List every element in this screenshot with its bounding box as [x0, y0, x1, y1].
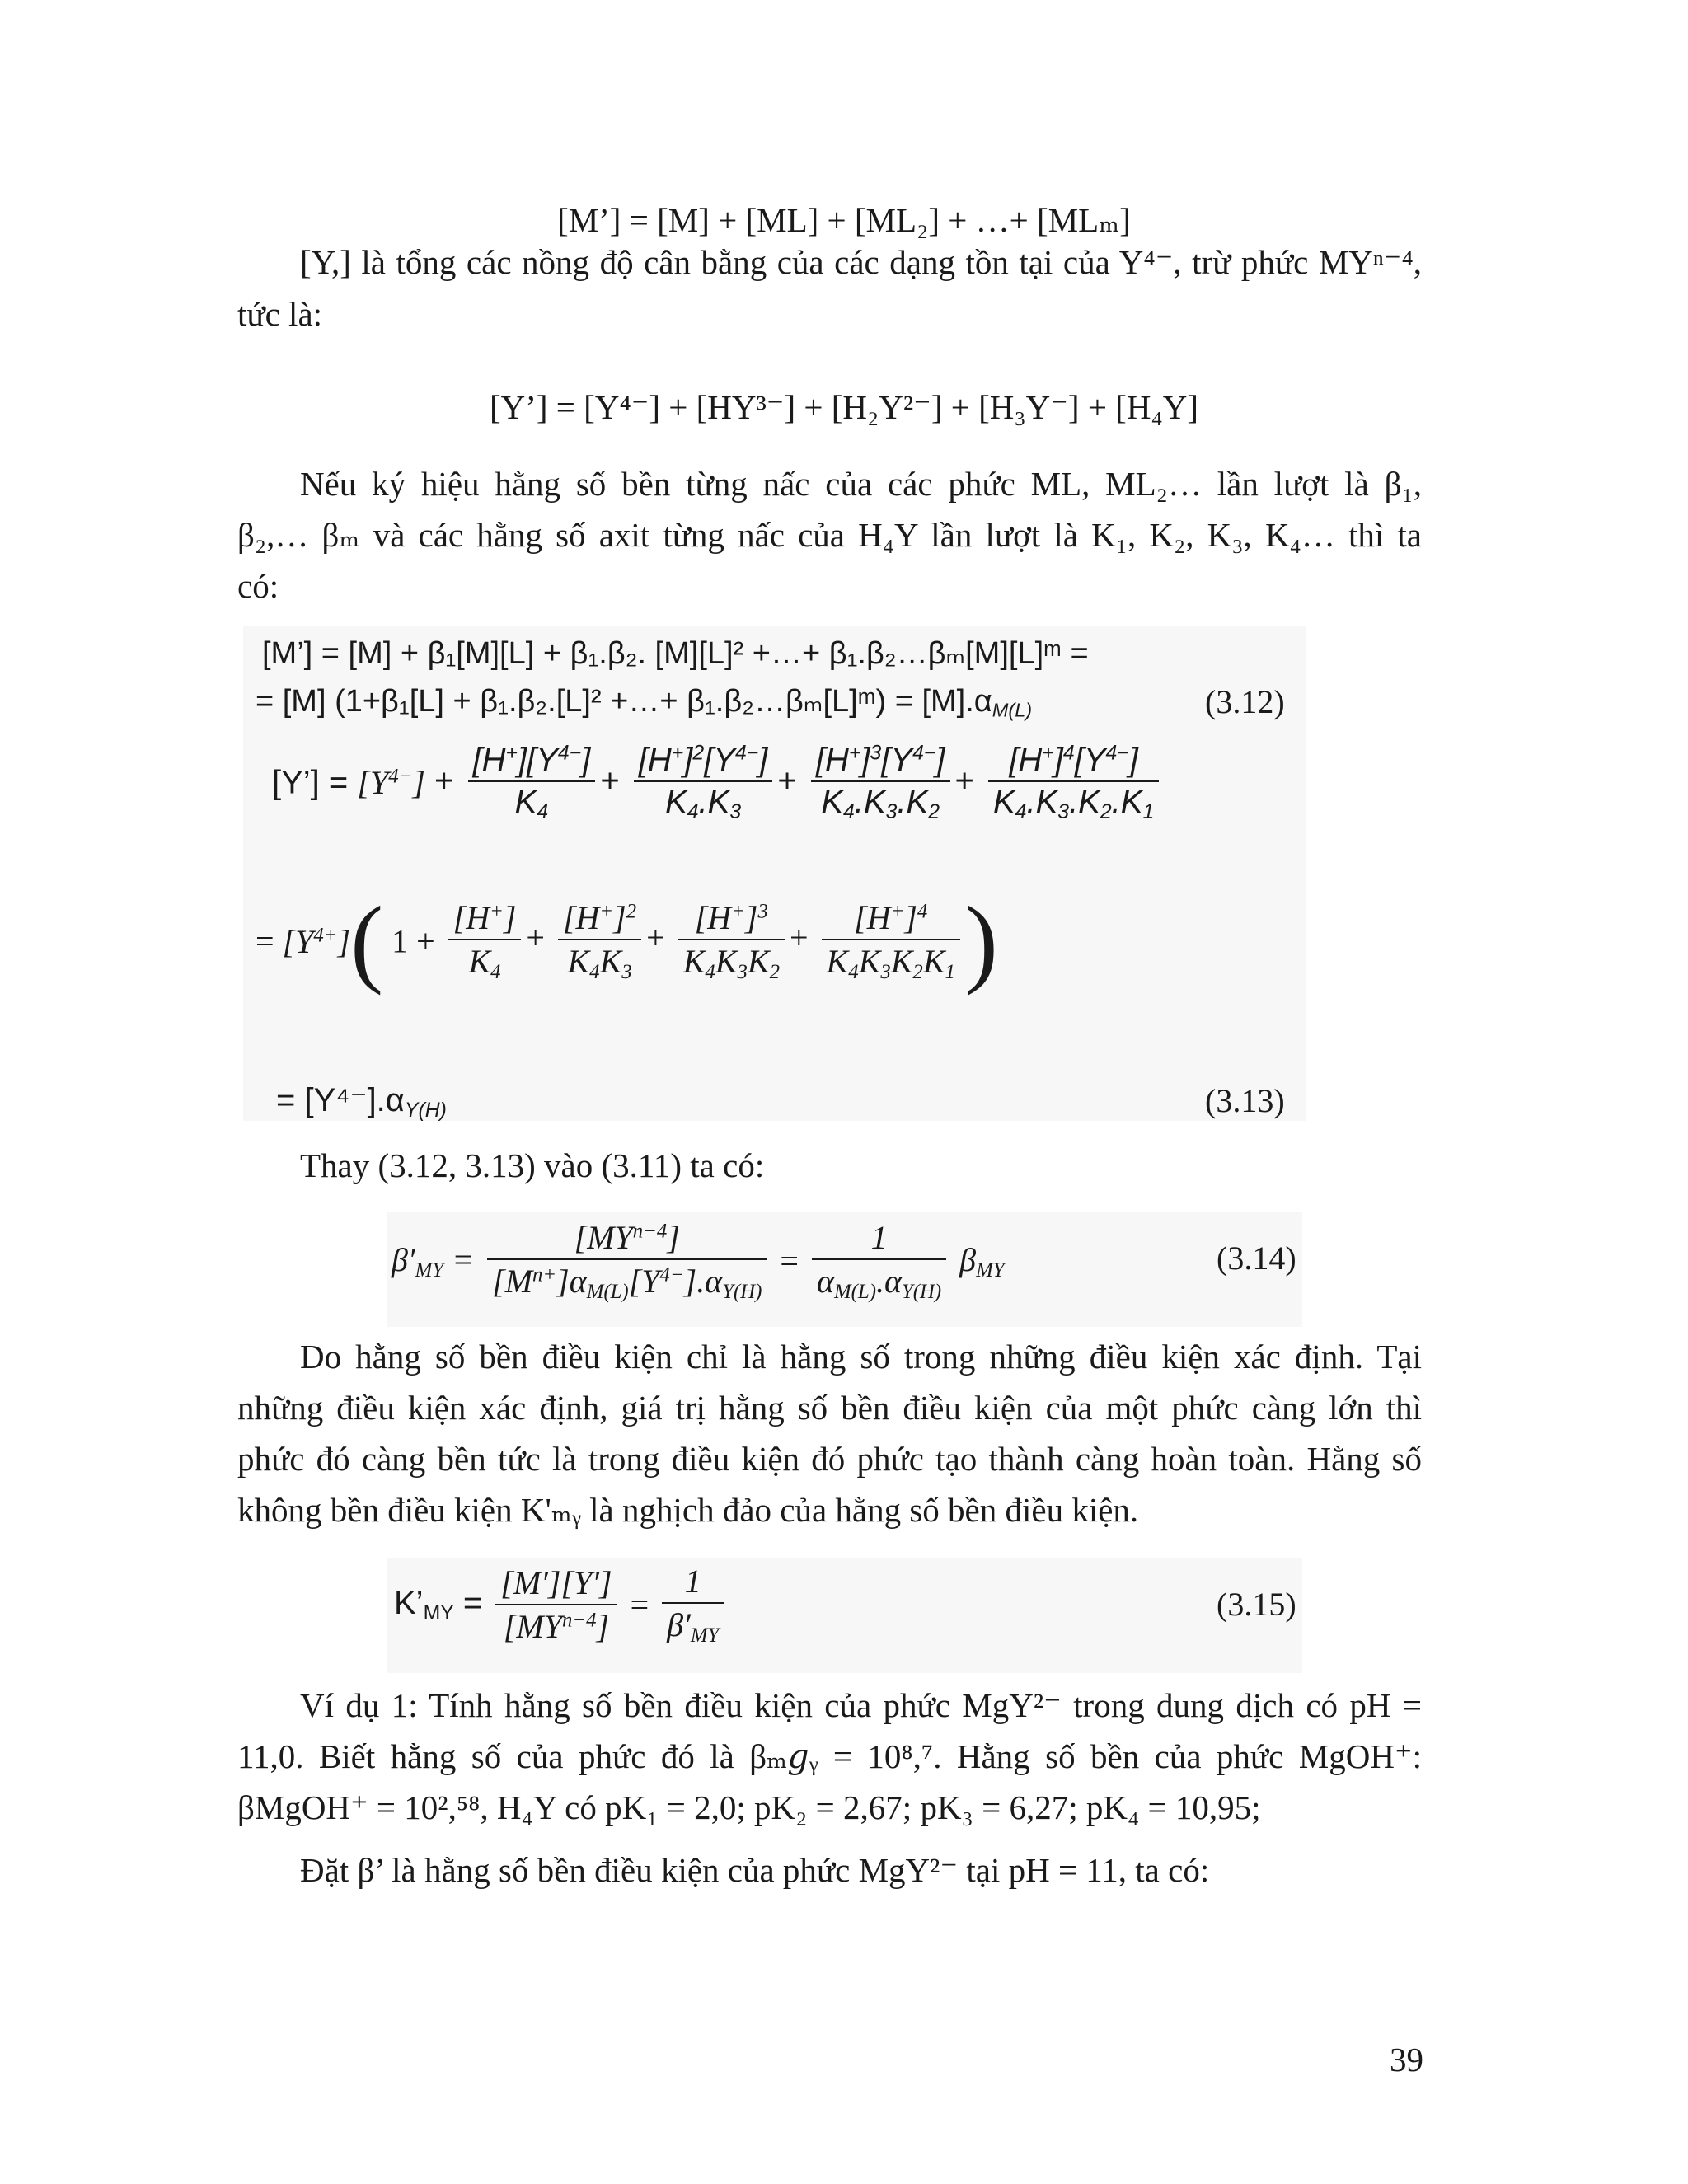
- equation-3-13-line-3: = $[Y^{4-}].\alpha_{Y(H)}$: [276, 1082, 447, 1122]
- paragraph-4-line-3: phức đó càng bền tức là trong điều kiện đó phức tạo thành càng hoàn toàn. Hằng số: [237, 1440, 1422, 1478]
- equation-3-15: $K’_{MY}$ = $\frac{[M'][Y']}{[MY^{n-4}]}$ = $\frac{1}{\beta'_{MY}}$: [394, 1562, 729, 1647]
- paragraph-4-line-1: Do hằng số bền điều kiện chỉ là hằng số trong những điều kiện xác định. Tại: [300, 1338, 1422, 1376]
- paragraph-2-line-2: β₂,… βₘ và các hằng số axit từng nấc của H₄Y lần lượt là K₁, K₂, K₃, K₄… thì ta: [237, 516, 1422, 554]
- paragraph-5-line-1: Ví dụ 1: Tính hằng số bền điều kiện của phức MgY²⁻ trong dung dịch có pH =: [300, 1686, 1422, 1724]
- equation-3-14: $\beta'_{MY}$ = $\frac{[MY^{n-4}]}{[M^{n+}]\alpha_{M(L)}[Y^{4-}].\alpha_{Y(H)}}$ = $\frac{1}{\alpha_{M(L)}.\alpha_{Y(H)}}$ $\beta_{MY}$: [392, 1219, 1005, 1303]
- equation-3-13-line-1: [Y’] = $[Y^{4-}]$ + $\frac{[H^+][Y^{4-}]}{K_4}$ + $\frac{[H^+]^2[Y^{4-}]}{K_4.K_3}$ + $\frac{[H^+]^3[Y^{4-}]}{K_4.K_3.K_2}$ + $\frac{[H^+]^4[Y^{4-}]}{K_4.K_3.K_2.K_1}$: [272, 742, 1164, 824]
- paragraph-2-line-1: Nếu ký hiệu hằng số bền từng nấc của các phức ML, ML₂… lần lượt là β₁,: [300, 465, 1422, 503]
- equation-3-12-line-1: [M’] = [M] + β₁[M][L] + β₁.β₂. [M][L]² +…+ β₁.β₂…βₘ[M][L]ᵐ =: [262, 636, 1089, 671]
- paragraph-5-line-3: βMgOH⁺ = 10²,⁵⁸, H₄Y có pK₁ = 2,0; pK₂ = 2,67; pK₃ = 6,27; pK₄ = 10,95;: [237, 1788, 1261, 1826]
- equation-y-prime: [Y’] = [Y⁴⁻] + [HY³⁻] + [H₂Y²⁻] + [H₃Y⁻] + [H₄Y]: [489, 388, 1199, 426]
- equation-3-13-line-2: = $[Y^{4+}]$( 1 + $\frac{[H^+]}{K_4}$ + $\frac{[H^+]^2}{K_4K_3}$ + $\frac{[H^+]^3}{K_4K_3K_2}$ + $\frac{[H^+]^4}{K_4K_3K_2K_1}$ ): [256, 886, 998, 996]
- paragraph-2-line-3: có:: [237, 567, 279, 605]
- equation-number-3-15: (3.15): [1217, 1586, 1296, 1623]
- equation-m-prime: [0, 200, 1688, 240]
- paragraph-4-line-4: không bền điều kiện K'ₘᵧ là nghịch đảo của hằng số bền điều kiện.: [237, 1491, 1139, 1529]
- paragraph-3: Thay (3.12, 3.13) vào (3.11) ta có:: [300, 1146, 765, 1184]
- paragraph-6: Đặt β’ là hằng số bền điều kiện của phức MgY²⁻ tại pH = 11, ta có:: [300, 1851, 1210, 1889]
- page-number: 39: [1390, 2041, 1423, 2079]
- paragraph-1-line-2: tức là:: [237, 295, 323, 333]
- paragraph-1-line-1: [Y,] là tổng các nồng độ cân bằng của các dạng tồn tại của Y⁴⁻, trừ phức MYⁿ⁻⁴,: [300, 243, 1422, 281]
- paragraph-5-line-2: 11,0. Biết hằng số của phức đó là βₘ𝑔ᵧ = 10⁸,⁷. Hằng số bền của phức MgOH⁺:: [237, 1737, 1422, 1775]
- equation-number-3-13: (3.13): [1205, 1082, 1285, 1119]
- equation-number-3-12: (3.12): [1205, 683, 1285, 720]
- equation-3-12-line-2: = [M] (1+β₁[L] + β₁.β₂.[L]² +…+ β₁.β₂…βₘ[L]ᵐ) = $[M].\alpha_{M(L)}$: [256, 684, 1033, 721]
- equation-number-3-14: (3.14): [1217, 1240, 1296, 1277]
- equation-m-prime-text: [M’] = [M] + [ML] + [ML₂] + …+ [MLₘ]: [557, 201, 1131, 239]
- paragraph-4-line-2: những điều kiện xác định, giá trị hằng số bền điều kiện của một phức càng lớn thì: [237, 1389, 1422, 1427]
